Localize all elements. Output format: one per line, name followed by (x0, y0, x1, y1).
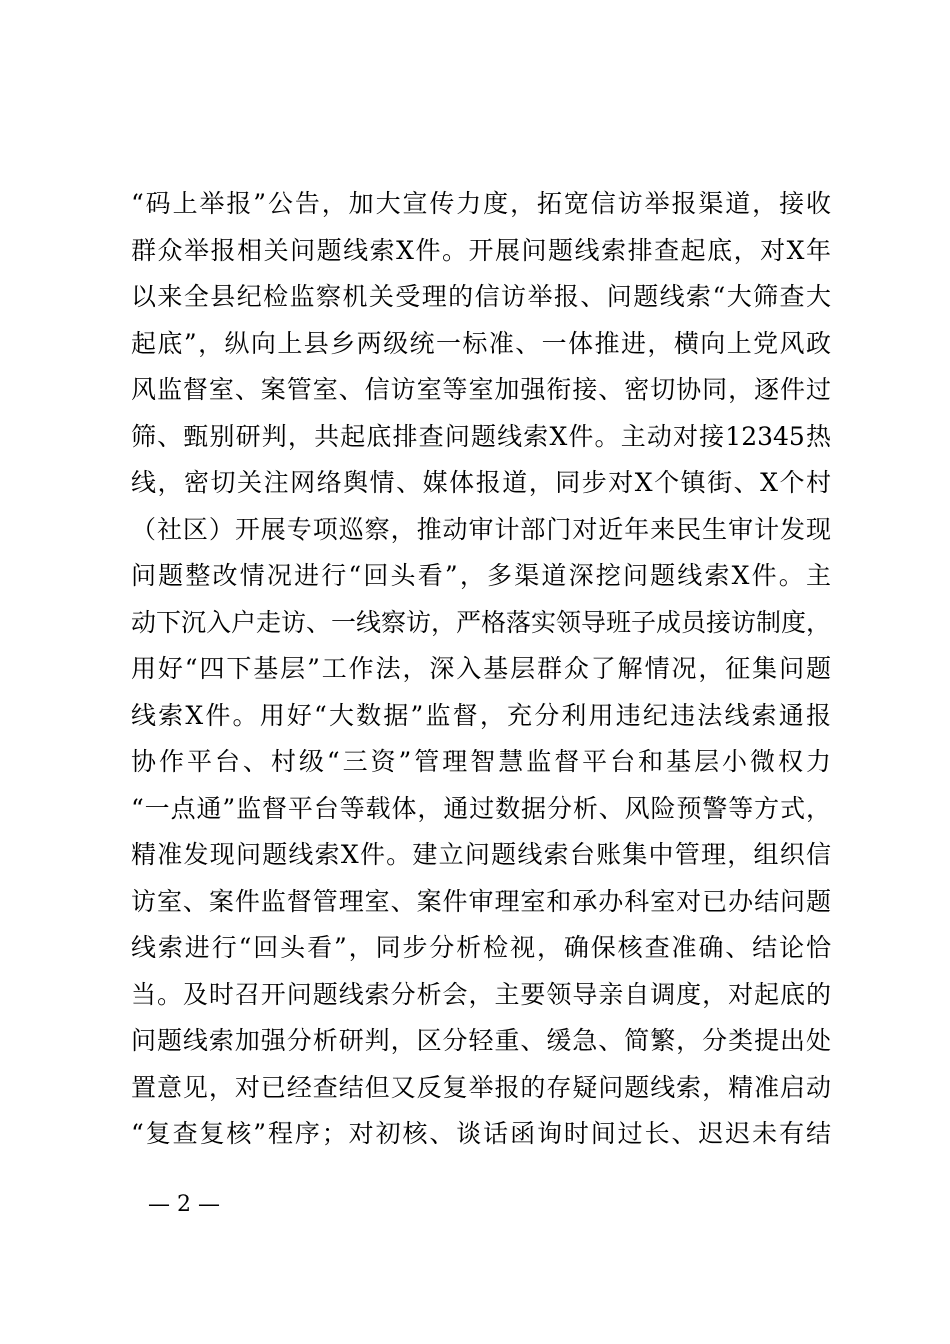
text-line: 线索X件。用好“大数据”监督，充分利用违纪违法线索通报 (131, 700, 831, 730)
text-line: 当。及时召开问题线索分析会，主要领导亲自调度，对起底的 (131, 979, 831, 1009)
text-line: 问题整改情况进行“回头看”，多渠道深挖问题线索X件。主 (131, 561, 831, 590)
text-line: 筛、甄别研判，共起底排查问题线索X件。主动对接12345热 (131, 421, 831, 451)
text-line: “码上举报”公告，加大宣传力度，拓宽信访举报渠道，接收 (131, 189, 831, 218)
text-line: 以来全县纪检监察机关受理的信访举报、问题线索“大筛查大 (131, 282, 831, 311)
text-line: 问题线索加强分析研判，区分轻重、缓急、简繁，分类提出处 (131, 1026, 831, 1055)
text-line: 线索进行“回头看”，同步分析检视，确保核查准确、结论恰 (131, 933, 831, 962)
text-line: 群众举报相关问题线索X件。开展问题线索排查起底，对X年 (131, 235, 831, 265)
body-paragraph (131, 181, 831, 1158)
text-line: 访室、案件监督管理室、案件审理室和承办科室对已办结问题 (131, 886, 831, 916)
text-line: 精准发现问题线索X件。建立问题线索台账集中管理，组织信 (131, 840, 831, 869)
text-line: 风监督室、案管室、信访室等室加强衔接、密切协同，逐件过 (131, 375, 831, 404)
page-number: — 2 — (148, 1192, 220, 1217)
text-line: 线，密切关注网络舆情、媒体报道，同步对X个镇街、X个村 (131, 468, 831, 497)
text-line: “复查复核”程序；对初核、谈话函询时间过长、迟迟未有结 (131, 1119, 831, 1148)
text-line: 动下沉入户走访、一线察访，严格落实领导班子成员接访制度， (131, 607, 831, 637)
text-line: “一点通”监督平台等载体，通过数据分析、风险预警等方式， (131, 793, 831, 823)
text-line: （社区）开展专项巡察，推动审计部门对近年来民生审计发现 (131, 514, 831, 544)
text-line: 起底”，纵向上县乡两级统一标准、一体推进，横向上党风政 (131, 328, 831, 358)
text-line: 置意见，对已经查结但又反复举报的存疑问题线索，精准启动 (131, 1072, 831, 1102)
text-line: 协作平台、村级“三资”管理智慧监督平台和基层小微权力 (131, 747, 831, 776)
text-line: 用好“四下基层”工作法，深入基层群众了解情况，征集问题 (131, 654, 831, 683)
